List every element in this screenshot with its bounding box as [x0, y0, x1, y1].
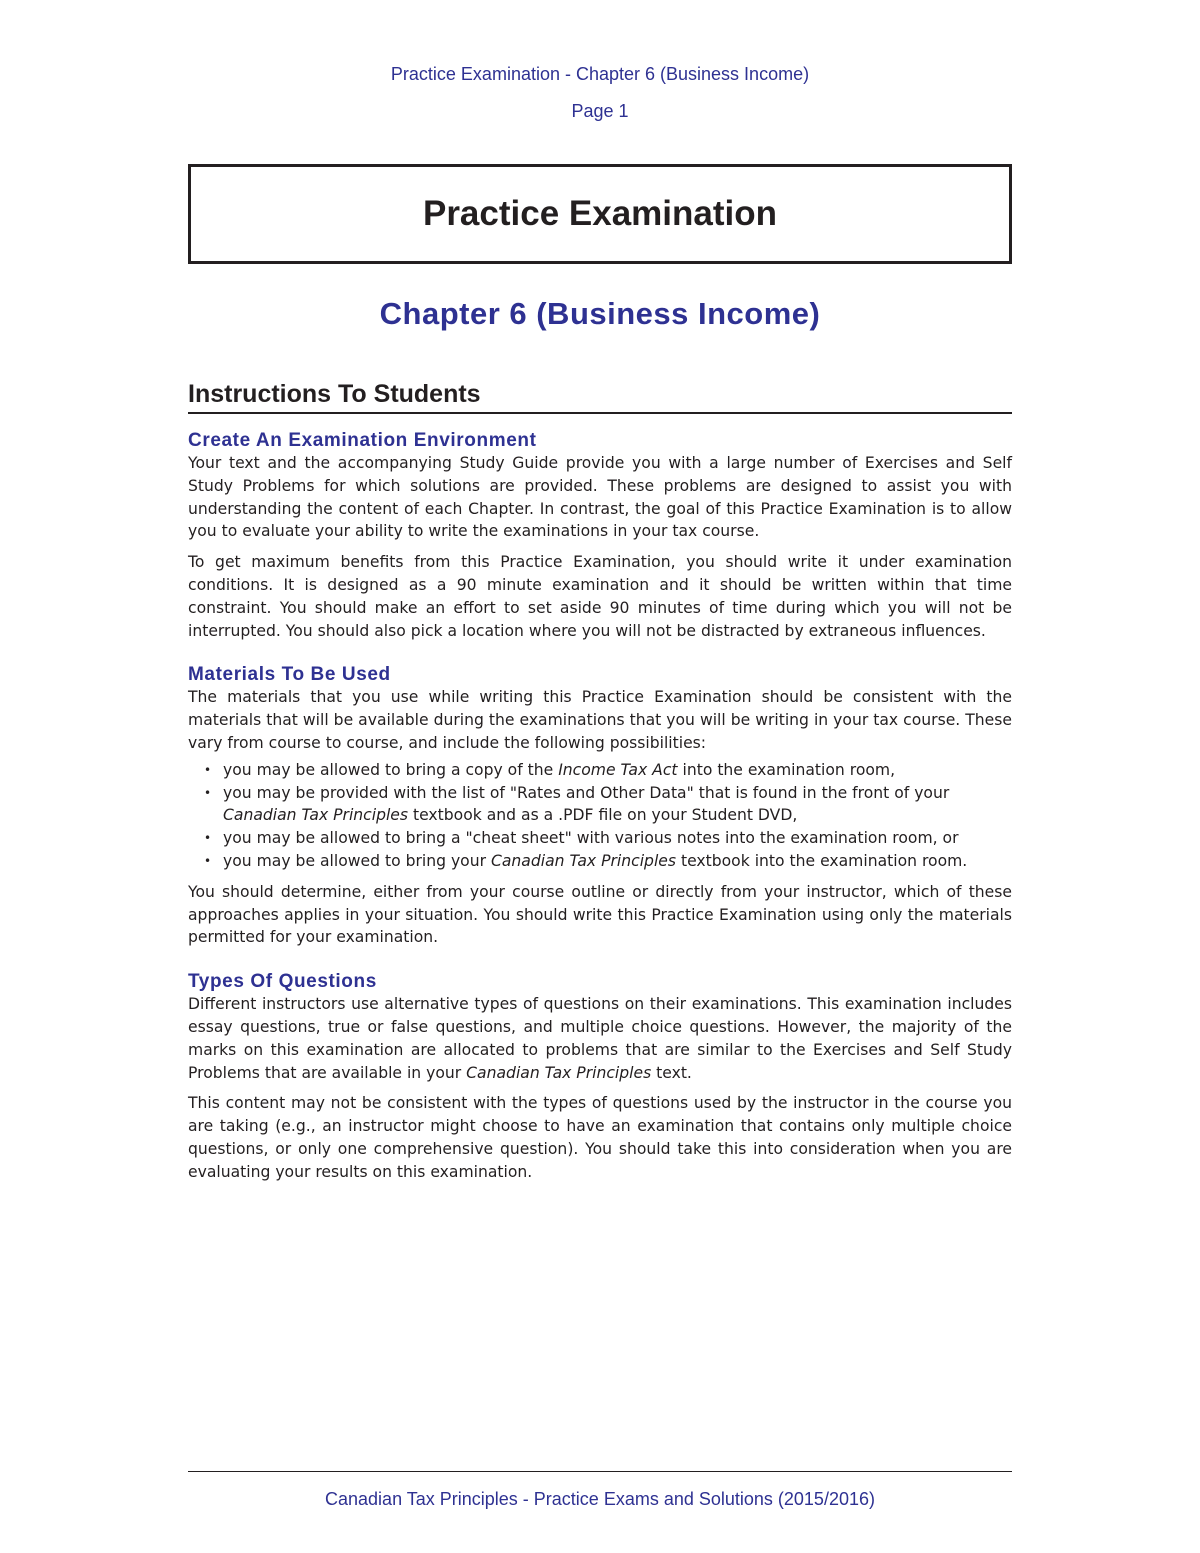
paragraph-create-environment-1: Your text and the accompanying Study Guide provide you with a large number of Exercises and Self Study Problems for which solutions are provided. These problems are designed to assist you with understanding the content of each Chapter. In contrast, the goal of this Practice Examination is to allow you to evaluate your ability to write the examinations in your tax course.: [188, 454, 1012, 541]
paragraph-types-1: Different instructors use alternative types of questions on their examinations. This examination includes essay questions, true or false questions, and multiple choice questions. However, the majority of the marks on this examination are allocated to problems that are similar to the Exercises and Self Study Problems that are available in your Canadian Tax Principles text.: [188, 995, 1012, 1082]
title-box: [188, 164, 1012, 264]
section-heading-instructions: Instructions To Students: [188, 380, 1012, 414]
subheading-create-environment: Create An Examination Environment: [188, 430, 537, 451]
list-item: • you may be allowed to bring a copy of the Income Tax Act into the examination room,: [204, 759, 1012, 782]
paragraph-materials-outro: You should determine, either from your course outline or directly from your instructor, which of these approaches applies in your situation. You should write this Practice Examination using only the materials permitted for your examination.: [188, 882, 1012, 947]
subheading-types-of-questions: Types Of Questions: [188, 971, 377, 993]
page-title: Practice Examination: [422, 194, 778, 233]
chapter-title: Chapter 6 (Business Income): [379, 296, 821, 331]
page-number: Page 1: [571, 101, 629, 121]
running-header-title: Practice Examination - Chapter 6 (Business Income): [390, 64, 810, 84]
subheading-materials: Materials To Be Used: [188, 664, 391, 686]
materials-list: [188, 759, 1012, 873]
paragraph-materials-intro: The materials that you use while writing this Practice Examination should be consistent with the materials that will be available during the examinations that you will be writing in your tax course. These vary from course to course, and include the following possibilities:: [188, 688, 1012, 752]
list-item: • you may be allowed to bring your Canadian Tax Principles textbook into the examination room.: [204, 850, 1012, 873]
document-body: [188, 380, 1012, 1184]
list-item: • you may be provided with the list of "Rates and Other Data" that is found in the front of your Canadian Tax Principles textbook and as a .PDF file on your Student DVD,: [204, 782, 1012, 828]
list-item: • you may be allowed to bring a "cheat sheet" with various notes into the examination room, or: [204, 827, 1012, 850]
footer-text: Canadian Tax Principles - Practice Exams and Solutions (2015/2016): [325, 1489, 875, 1509]
paragraph-create-environment-2: To get maximum benefits from this Practice Examination, you should write it under examination conditions. It is designed as a 90 minute examination and it should be written within that time constraint. You should make an effort to set aside 90 minutes of time during which you will not be interrupted. You should also pick a location where you will not be distracted by extraneous influences.: [188, 553, 1012, 640]
footer-divider: [188, 1471, 1012, 1472]
paragraph-types-2: This content may not be consistent with the types of questions used by the instructor in the course you are taking (e.g., an instructor might choose to have an examination that contains only multiple choice questions, or only one comprehensive question). You should take this into consideration when you are evaluating your results on this examination.: [188, 1094, 1012, 1181]
